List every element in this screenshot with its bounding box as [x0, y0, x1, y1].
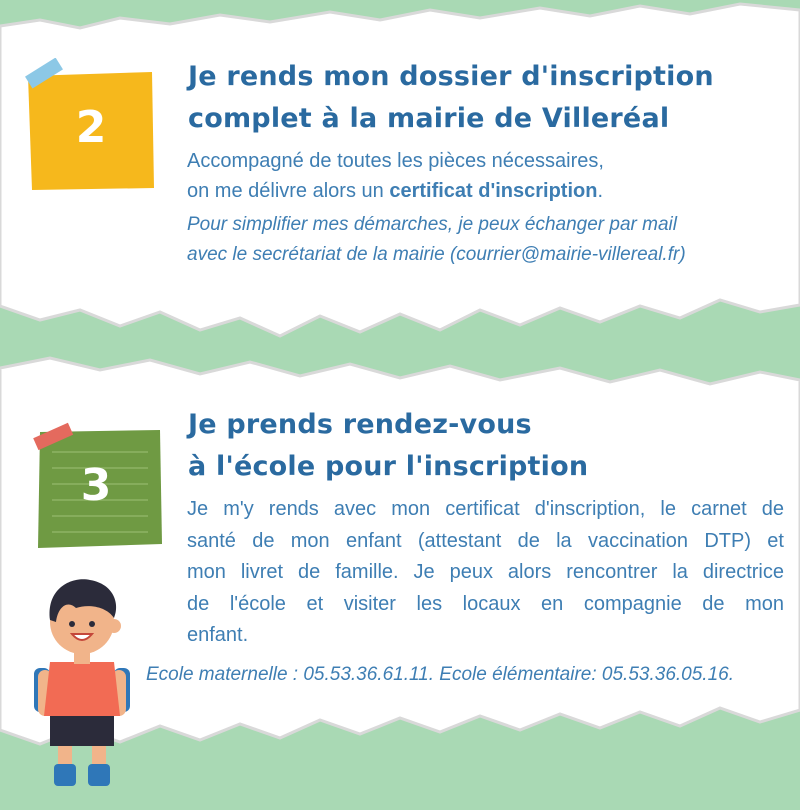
child-illustration: [28, 570, 138, 790]
school-phone-numbers: Ecole maternelle : 05.53.36.61.11. Ecole élémentaire: 05.53.36.05.16.: [146, 664, 734, 685]
step-2-description: Accompagné de toutes les pièces nécessaires, on me délivre alors un certificat d'inscription.: [187, 150, 604, 202]
red-tape-icon: [28, 420, 78, 454]
step-2-title: Je rends mon dossier d'inscription complet à la mairie de Villeréal: [188, 61, 714, 134]
certificate-emphasis: certificat d'inscription: [389, 180, 598, 202]
blue-tape-icon: [18, 58, 68, 92]
step-3-number: 3: [80, 460, 112, 511]
step-3-description: Je m'y rends avec mon certificat d'inscription, le carnet de santé de mon enfant (attestant de la vaccination DTP) et mon livret de famille. Je peux alors rencontrer la directrice de l'école et visiter les locaux en compagnie de mon enfant.: [187, 498, 784, 646]
step-2-number: 2: [75, 102, 107, 153]
step-2-mail-note: Pour simplifier mes démarches, je peux échanger par mail avec le secrétariat de la mairie (courrier@mairie-villereal.fr): [187, 214, 686, 265]
step-3-title: Je prends rendez-vous à l'école pour l'inscription: [188, 409, 589, 482]
